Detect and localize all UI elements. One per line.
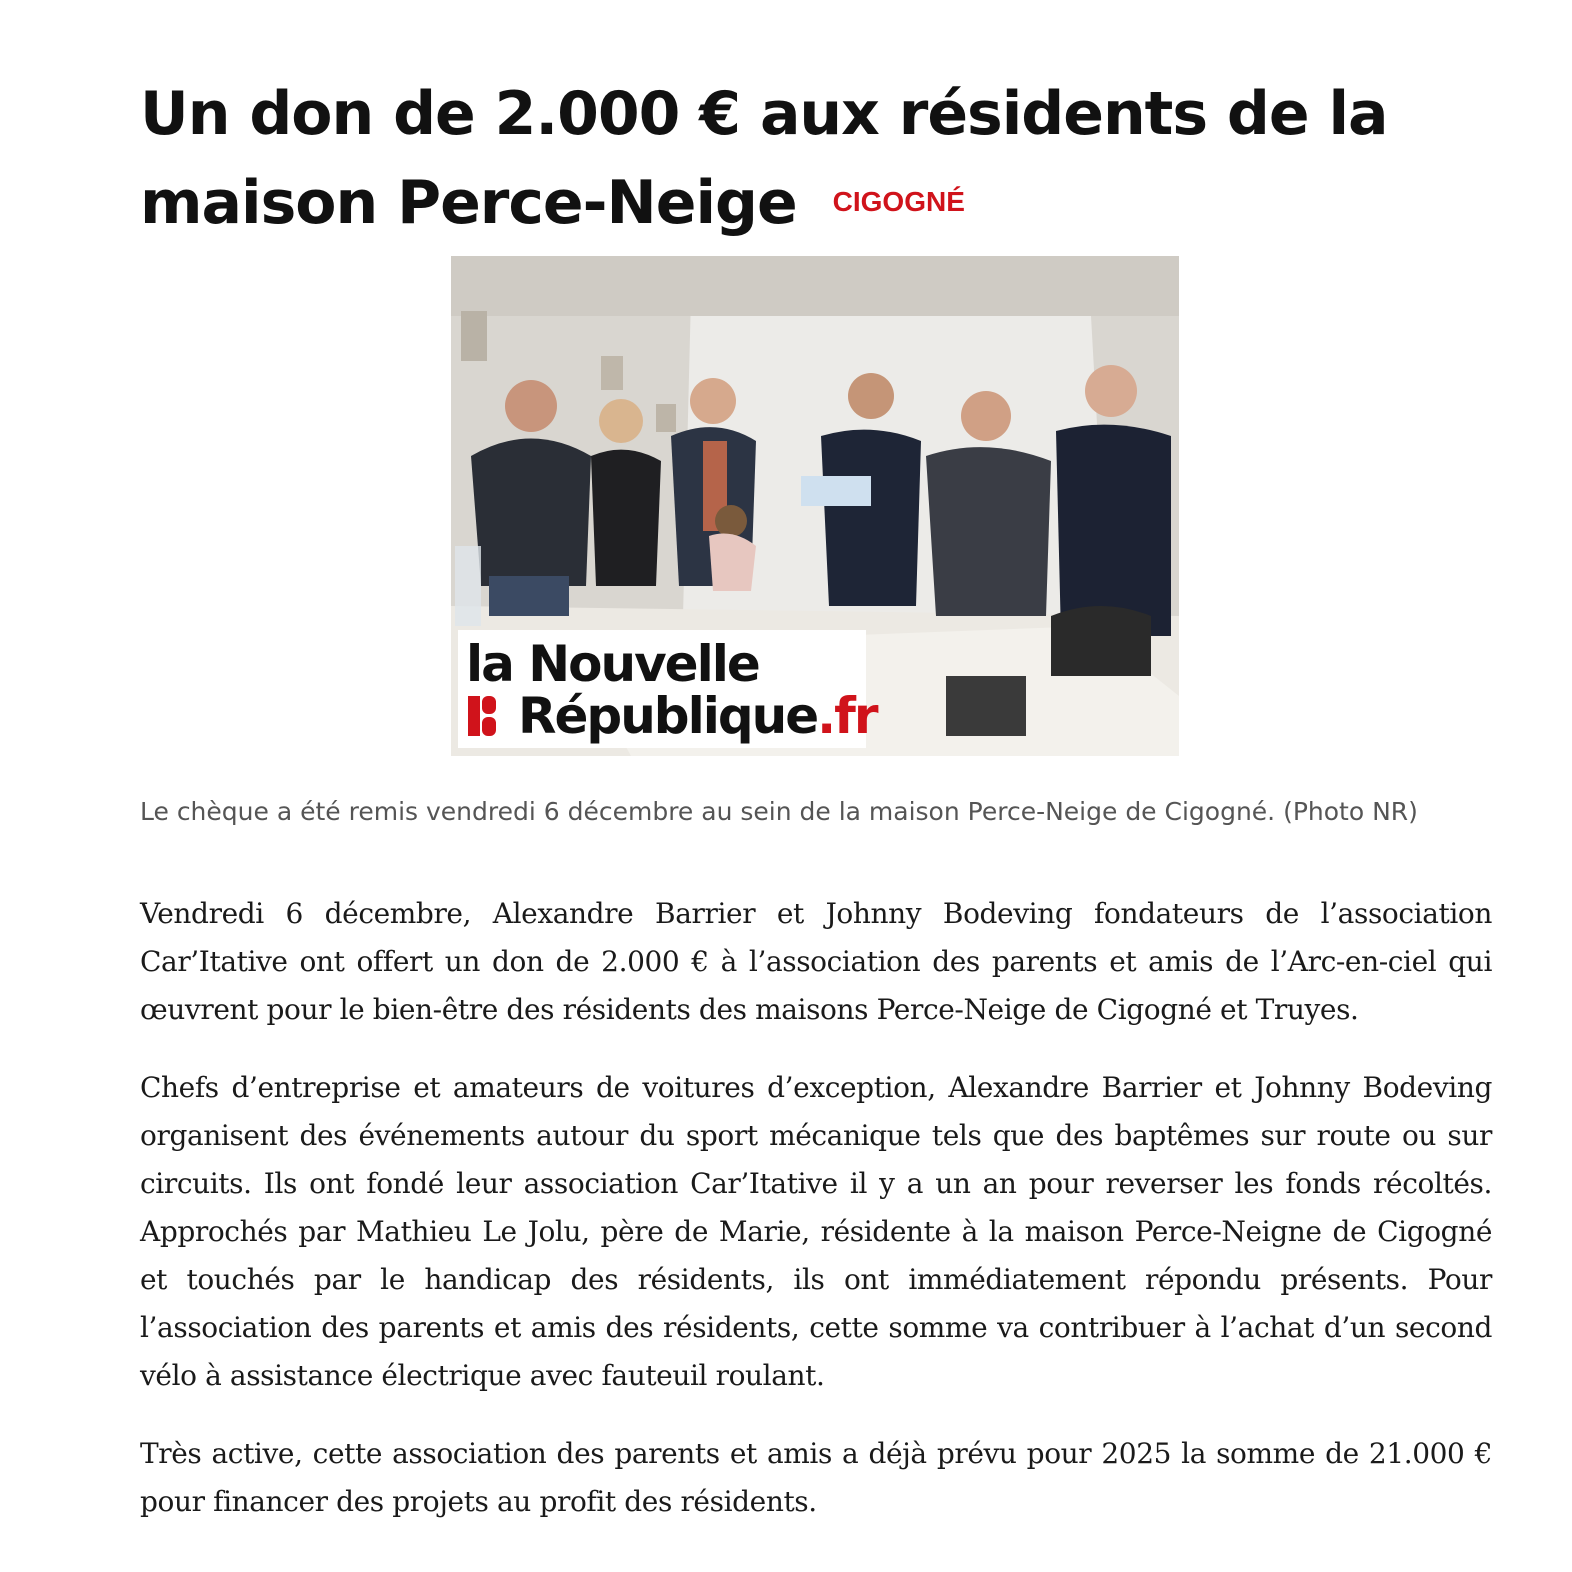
photo-caption: Le chèque a été remis vendredi 6 décembre au sein de la maison Perce-Neige de Cigogné. (Photo NR) xyxy=(140,797,1418,826)
logo-mark-icon xyxy=(468,696,498,736)
logo-tld: .fr xyxy=(817,687,877,745)
article-body xyxy=(140,890,1492,1556)
article-photo xyxy=(451,256,1179,756)
newspaper-logo xyxy=(458,630,877,748)
logo-name: République xyxy=(518,687,818,745)
article xyxy=(140,70,1492,1518)
locality-tag: CIGOGNÉ xyxy=(832,186,965,217)
paragraph: Chefs d’entreprise et amateurs de voitures d’exception, Alexandre Barrier et Johnny Bodeving organisent des événements autour du sport mécanique tels que des baptêmes sur route ou sur circuits. Ils ont fondé leur association Car’Itative il y a un an pour reverser les fonds récoltés. Approchés par Mathieu Le Jolu, père de Marie, résidente à la maison Perce-Neigne de Cigogné et touchés par le handicap des résidents, ils ont immédiatement répondu présents. Pour l’association des parents et amis des résidents, cette somme va contribuer à l’achat d’un second vélo à assistance électrique avec fauteuil roulant. xyxy=(140,1071,1492,1392)
article-headline xyxy=(140,70,1492,247)
headline-text: Un don de 2.000 € aux résidents de la maison Perce-Neige xyxy=(140,79,1388,238)
logo-line-2 xyxy=(518,688,877,744)
paragraph: Très active, cette association des parents et amis a déjà prévu pour 2025 la somme de 21.000 € pour financer des projets au profit des résidents. xyxy=(140,1437,1492,1518)
logo-line-1: la Nouvelle xyxy=(466,635,759,693)
paragraph: Vendredi 6 décembre, Alexandre Barrier et Johnny Bodeving fondateurs de l’association Car’Itative ont offert un don de 2.000 € à l’association des parents et amis de l’Arc-en-ciel qui œuvrent pour le bien-être des résidents des maisons Perce-Neige de Cigogné et Truyes. xyxy=(140,897,1492,1026)
